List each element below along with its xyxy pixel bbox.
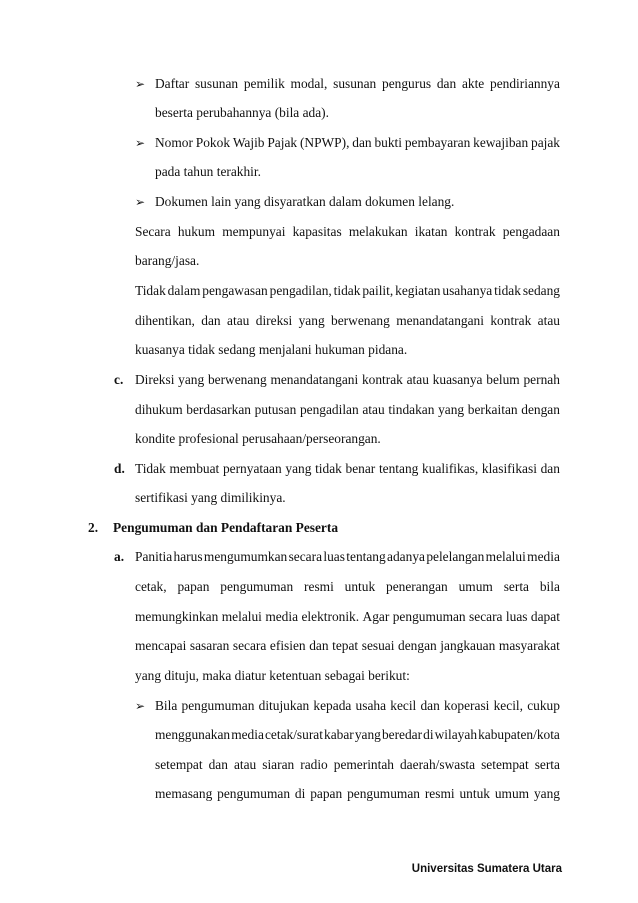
- word: yang: [298, 313, 325, 328]
- text-line: [155, 76, 560, 92]
- word: luas: [323, 549, 345, 564]
- text-line: Dokumen lain yang disyaratkan dalam dokumen lelang.: [155, 194, 455, 209]
- word: tepat: [332, 638, 359, 653]
- word: berkaitan: [467, 402, 518, 417]
- word: kabar: [324, 727, 354, 742]
- text-line: kuasanya tidak sedang menjalani hukuman pidana.: [135, 342, 408, 357]
- section-heading: Pengumuman dan Pendaftaran Peserta: [113, 520, 339, 535]
- arrow-bullet-icon: ➢: [135, 699, 146, 713]
- word: dengan: [398, 638, 437, 653]
- word: putusan: [254, 402, 297, 417]
- word: susunan: [194, 76, 239, 91]
- word: dengan: [521, 402, 560, 417]
- word: Direksi: [135, 372, 175, 387]
- word: belum: [486, 372, 520, 387]
- word: pendiriannya: [490, 76, 560, 91]
- word: siaran: [262, 757, 295, 772]
- word: dan: [309, 638, 329, 653]
- word: pengawasan: [202, 283, 268, 298]
- word: atau: [362, 402, 385, 417]
- word: bila: [539, 579, 560, 594]
- word: dan: [352, 135, 372, 150]
- word: melalui: [221, 609, 262, 624]
- word: beredar: [381, 727, 423, 742]
- word: direksi: [255, 313, 293, 328]
- word: luas: [505, 609, 528, 624]
- word: bukti: [374, 135, 402, 150]
- text-line: [155, 135, 560, 151]
- word: Tidak: [135, 283, 166, 298]
- word: untuk: [344, 579, 376, 594]
- word: dan: [420, 698, 440, 713]
- word: dan: [201, 313, 221, 328]
- word: sasaran: [189, 638, 230, 653]
- word: memungkinkan: [135, 609, 219, 624]
- word: kecil,: [493, 698, 523, 713]
- text-line: pada tahun terakhir.: [155, 164, 261, 179]
- word: Secara: [135, 224, 171, 239]
- word: dan: [436, 76, 457, 91]
- word: ditujukan: [258, 698, 310, 713]
- footer-university: Universitas Sumatera Utara: [411, 863, 562, 875]
- word: menandatangani: [270, 372, 359, 387]
- word: pemerintah: [333, 757, 394, 772]
- word: secara: [288, 549, 323, 564]
- word: pelelangan: [426, 549, 485, 564]
- word: berwenang: [331, 313, 390, 328]
- text-line: [135, 402, 560, 418]
- word: membuat: [169, 461, 220, 476]
- word: secara: [232, 638, 267, 653]
- word: media: [231, 727, 264, 742]
- word: masyarakat: [498, 638, 560, 653]
- text-line: [135, 549, 560, 565]
- word: menandatangani: [396, 313, 484, 328]
- word: atau: [406, 372, 429, 387]
- text-line: yang dituju, maka diatur ketentuan sebagai berikut:: [135, 668, 410, 683]
- word: pernyataan: [222, 461, 282, 476]
- text-line: [155, 786, 560, 802]
- word: cetak/surat: [264, 727, 323, 742]
- word: usaha: [355, 698, 387, 713]
- word: serta: [503, 579, 529, 594]
- list-marker-c: c.: [114, 372, 124, 387]
- word: sesuai: [361, 638, 395, 653]
- word: tindakan: [388, 402, 435, 417]
- text-line: [135, 461, 560, 477]
- word: benar: [345, 461, 376, 476]
- text-line: [135, 224, 560, 240]
- word: pengadaan: [502, 224, 560, 239]
- word: untuk: [459, 786, 490, 801]
- word: memasang: [155, 786, 213, 801]
- word: pengumuman: [181, 698, 255, 713]
- text-line: kondite profesional perusahaan/perseorangan.: [135, 431, 381, 446]
- word: (NPWP),: [299, 135, 350, 150]
- word: wilayah: [434, 727, 478, 742]
- text-line: beserta perubahannya (bila ada).: [155, 105, 329, 120]
- word: resmi: [424, 786, 455, 801]
- word: papan: [177, 579, 210, 594]
- word: serta: [534, 757, 560, 772]
- word: kewajiban: [473, 135, 529, 150]
- word: umum: [458, 579, 493, 594]
- text-line: barang/jasa.: [135, 253, 200, 268]
- word: media: [265, 609, 299, 624]
- word: papan: [310, 786, 343, 801]
- arrow-bullet-icon: ➢: [135, 136, 146, 150]
- word: Pokok: [195, 135, 231, 150]
- word: atau: [537, 313, 560, 328]
- word: dihentikan,: [135, 313, 195, 328]
- word: hukum: [177, 224, 216, 239]
- word: Tidak: [135, 461, 166, 476]
- word: pengumuman: [217, 786, 291, 801]
- word: kecil: [390, 698, 417, 713]
- word: cukup: [527, 698, 560, 713]
- word: pajak: [531, 135, 560, 150]
- word: dalam: [167, 283, 201, 298]
- word: yang: [533, 786, 560, 801]
- text-line: [135, 283, 560, 299]
- list-marker-d: d.: [114, 461, 125, 476]
- text-line: [135, 313, 560, 329]
- word: kontrak: [490, 313, 532, 328]
- word: yang: [354, 727, 381, 742]
- word: tidak: [333, 283, 361, 298]
- word: kabupaten/kota: [478, 727, 560, 742]
- word: dihukum: [135, 402, 183, 417]
- text-line: sertifikasi yang dimilikinya.: [135, 490, 286, 505]
- word: efisien: [269, 638, 306, 653]
- word: pengumuman: [220, 579, 294, 594]
- word: umum: [494, 786, 530, 801]
- word: Daftar: [155, 76, 190, 91]
- word: pengadilan: [299, 402, 359, 417]
- word: pengumuman: [392, 609, 466, 624]
- word: Agar: [362, 609, 390, 624]
- list-marker-a: a.: [114, 549, 125, 564]
- word: berwenang: [207, 372, 267, 387]
- word: penerangan: [386, 579, 448, 594]
- word: tidak: [315, 461, 342, 476]
- word: melakukan: [348, 224, 408, 239]
- arrow-bullet-icon: ➢: [135, 195, 146, 209]
- word: dan: [208, 757, 228, 772]
- word: jangkauan: [440, 638, 496, 653]
- text-line: [135, 638, 560, 654]
- word: kuasanya: [432, 372, 483, 387]
- section-number: 2.: [88, 520, 99, 535]
- word: kapasitas: [292, 224, 342, 239]
- word: Panitia: [135, 549, 173, 564]
- word: kepada: [313, 698, 352, 713]
- word: mengumumkan: [203, 549, 288, 564]
- word: dapat: [530, 609, 560, 624]
- word: yang: [178, 372, 205, 387]
- word: tentang: [346, 549, 386, 564]
- word: ikatan: [414, 224, 448, 239]
- word: kontrak: [361, 372, 403, 387]
- text-line: [155, 727, 560, 743]
- word: radio: [300, 757, 328, 772]
- word: Pajak: [267, 135, 298, 150]
- word: berdasarkan: [186, 402, 251, 417]
- word: atau: [227, 313, 250, 328]
- text-line: [155, 757, 560, 773]
- word: tidak: [494, 283, 521, 298]
- word: akte: [461, 76, 485, 91]
- arrow-bullet-icon: ➢: [135, 77, 146, 91]
- word: resmi: [304, 579, 334, 594]
- word: kualifikas,: [422, 461, 479, 476]
- word: pengurus: [382, 76, 432, 91]
- word: pailit,: [362, 283, 394, 298]
- text-line: [135, 579, 560, 595]
- word: pengumuman: [347, 786, 420, 801]
- word: setempat: [155, 757, 203, 772]
- word: media: [527, 549, 560, 564]
- word: susunan: [333, 76, 377, 91]
- text-line: [135, 372, 560, 388]
- word: pemilik: [243, 76, 285, 91]
- word: tentang: [378, 461, 419, 476]
- word: pembayaran: [404, 135, 471, 150]
- word: cetak,: [135, 579, 167, 594]
- word: Bila: [155, 698, 178, 713]
- word: melalui: [485, 549, 526, 564]
- word: pernah: [523, 372, 560, 387]
- word: daerah/swasta: [399, 757, 476, 772]
- text-line: [135, 609, 560, 625]
- word: secara: [469, 609, 503, 624]
- word: atau: [233, 757, 257, 772]
- word: Wajib: [232, 135, 265, 150]
- word: yang: [438, 402, 465, 417]
- word: adanya: [387, 549, 425, 564]
- word: kontrak: [454, 224, 496, 239]
- word: di: [294, 786, 306, 801]
- word: usahanya: [442, 283, 493, 298]
- word: mempunyai: [222, 224, 286, 239]
- word: di: [423, 727, 434, 742]
- word: kegiatan: [395, 283, 441, 298]
- text-line: [155, 698, 560, 714]
- word: setempat: [481, 757, 529, 772]
- word: menggunakan: [155, 727, 231, 742]
- word: harus: [173, 549, 203, 564]
- word: modal,: [290, 76, 328, 91]
- word: elektronik.: [301, 609, 360, 624]
- word: sedang: [522, 283, 560, 298]
- word: mencapai: [135, 638, 187, 653]
- word: yang: [285, 461, 312, 476]
- word: Nomor: [155, 135, 193, 150]
- word: koperasi: [444, 698, 490, 713]
- word: klasifikasi: [481, 461, 537, 476]
- word: dan: [540, 461, 560, 476]
- word: pengadilan,: [269, 283, 332, 298]
